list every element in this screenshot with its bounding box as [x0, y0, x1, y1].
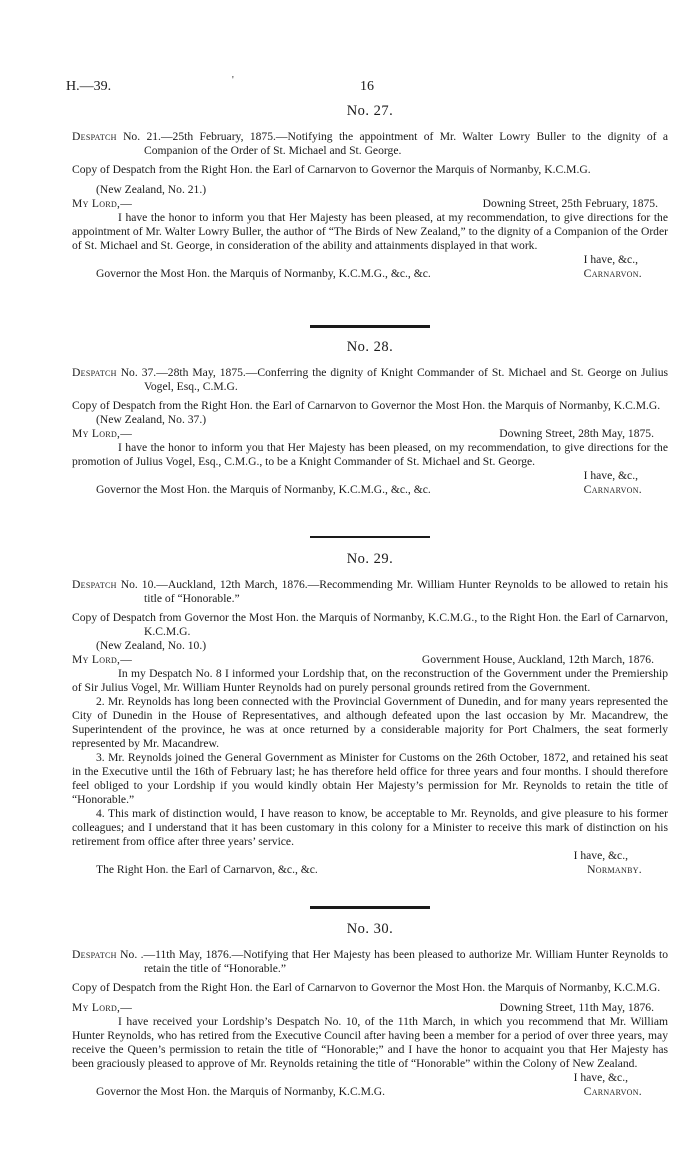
salutation-row — [72, 653, 668, 667]
salutation: My Lord,— — [72, 1001, 133, 1014]
document-code: H.—39. — [66, 79, 112, 94]
salutation: My Lord,— — [72, 653, 133, 666]
series-ref: (New Zealand, No. 37.) — [96, 413, 207, 426]
signature-row — [72, 863, 668, 877]
closing: I have, &c., — [573, 1071, 628, 1084]
signature: Carnarvon. — [583, 483, 642, 496]
despatch-label: Despatch — [72, 578, 117, 591]
section-number: No. 29. — [346, 551, 394, 567]
despatch-label: Despatch — [72, 948, 117, 961]
section-27 — [72, 104, 668, 281]
despatch-summary — [72, 578, 668, 606]
despatch-summary — [72, 948, 668, 976]
place-date: Downing Street, 28th May, 1875. — [499, 427, 654, 440]
section-number: No. 28. — [346, 339, 394, 355]
closing: I have, &c., — [583, 253, 638, 266]
signature: Carnarvon. — [583, 267, 642, 280]
letter-body: In my Despatch No. 8 I informed your Lordship that, on the reconstruction of the Government under the Premiership of Sir Julius Vogel, Mr. William Hunter Reynolds had on purely personal grounds retired from the Government. — [72, 667, 668, 694]
addressee: The Right Hon. the Earl of Carnarvon, &c., &c. — [96, 863, 318, 876]
letter-body: I have received your Lordship’s Despatch No. 10, of the 11th March, in which you recommend that Mr. William Hunter Reynolds, who has retired from the Executive Council after having been a member for a period of over three years, may receive the Queen’s permission to retain the title of “Honorable;” and I have the honor to acquaint you that Her Majesty has been graciously pleased to approve of Mr. Reynolds retaining the title of “Honorable” within the Colony of New Zealand. — [72, 1015, 668, 1070]
page-number: 16 — [360, 79, 374, 94]
letter-body: I have the honor to inform you that Her Majesty has been pleased, at my recommendation, to give directions for the appointment of Mr. Walter Lowry Buller, the author of “The Birds of New Zealand,” to the dignity of a Companion of the Order of St. Michael and St. George, in consideration of the ability and attainments displayed in that work. — [72, 211, 668, 252]
despatch-text: No. .—11th May, 1876.—Notifying that Her Majesty has been pleased to authorize Mr. William Hunter Reynolds to retain the title of “Honorable.” — [120, 948, 668, 975]
section-28 — [72, 340, 668, 497]
despatch-summary — [72, 366, 668, 394]
copy-line: Copy of Despatch from Governor the Most Hon. the Marquis of Normanby, K.C.M.G., to the Right Hon. the Earl of Carnarvon, K.C.M.G. — [72, 611, 668, 638]
letter-body: I have the honor to inform you that Her Majesty has been pleased, on my recommendation, to give directions for the promotion of Julius Vogel, Esq., C.M.G., to be a Knight Commander of St. Michael and St. George. — [72, 441, 668, 468]
section-divider — [310, 325, 430, 328]
document-page — [66, 0, 669, 1169]
section-30 — [72, 922, 668, 1099]
copy-line: Copy of Despatch from the Right Hon. the Earl of Carnarvon to Governor the Most Hon. the Marquis of Normanby, K.C.M.G. — [72, 981, 661, 994]
copy-line: Copy of Despatch from the Right Hon. the Earl of Carnarvon to Governor the Marquis of Normanby, K.C.M.G. — [72, 163, 591, 176]
paragraph-4: 4. This mark of distinction would, I have reason to know, be acceptable to Mr. Reynolds, and give pleasure to his former colleagues; and I understand that it has been customary in this colony for a Minister to receive this mark of distinction on his retirement from office after three years’ service. — [72, 807, 668, 848]
series-ref: (New Zealand, No. 21.) — [96, 183, 207, 196]
place-date: Downing Street, 25th February, 1875. — [482, 197, 658, 210]
despatch-label: Despatch — [72, 366, 117, 379]
closing: I have, &c., — [573, 849, 628, 862]
signature-row — [72, 1085, 668, 1099]
salutation-row — [72, 1001, 668, 1015]
print-mark: ' — [232, 75, 234, 86]
paragraph-3: 3. Mr. Reynolds joined the General Government as Minister for Customs on the 26th October, 1872, and retained his seat in the Executive until the 16th of February last; he has therefore held office for three years and four months. I should therefore feel obliged to your Lordship if you would kindly obtain Her Majesty’s permission for Mr. Reynolds to retain the title of “Honorable.” — [72, 751, 668, 806]
despatch-text: No. 21.—25th February, 1875.—Notifying the appointment of Mr. Walter Lowry Buller to the dignity of a Companion of the Order of St. Michael and St. George. — [123, 130, 668, 157]
despatch-text: No. 37.—28th May, 1875.—Conferring the dignity of Knight Commander of St. Michael and St. George on Julius Vogel, Esq., C.M.G. — [120, 366, 669, 393]
addressee: Governor the Most Hon. the Marquis of Normanby, K.C.M.G., &c., &c. — [96, 483, 431, 496]
addressee: Governor the Most Hon. the Marquis of Normanby, K.C.M.G., &c., &c. — [96, 267, 431, 280]
section-divider — [310, 906, 430, 909]
section-divider — [310, 536, 430, 538]
despatch-summary — [72, 130, 668, 158]
paragraph-2: 2. Mr. Reynolds has long been connected with the Provincial Government of Dunedin, and for many years represented the City of Dunedin in the House of Representatives, and although defeated upon the last occasion by Mr. Macandrew, the Superintendent of the province, he was at once returned by a considerable majority for Port Chalmers, the seat formerly represented by Mr. Macandrew. — [72, 695, 668, 750]
salutation: My Lord,— — [72, 197, 133, 210]
signature-row — [72, 483, 668, 497]
signature-row — [72, 267, 668, 281]
signature: Carnarvon. — [583, 1085, 642, 1098]
section-29 — [72, 552, 668, 877]
despatch-text: No. 10.—Auckland, 12th March, 1876.—Recommending Mr. William Hunter Reynolds to be allowed to retain his title of “Honorable.” — [120, 578, 668, 605]
addressee: Governor the Most Hon. the Marquis of Normanby, K.C.M.G. — [96, 1085, 386, 1098]
salutation-row — [72, 427, 668, 441]
place-date: Downing Street, 11th May, 1876. — [499, 1001, 654, 1014]
salutation-row — [72, 197, 668, 211]
closing: I have, &c., — [583, 469, 638, 482]
section-number: No. 27. — [346, 103, 394, 119]
place-date: Government House, Auckland, 12th March, 1876. — [421, 653, 654, 666]
salutation: My Lord,— — [72, 427, 133, 440]
section-number: No. 30. — [346, 921, 394, 937]
signature: Normanby. — [587, 863, 642, 876]
copy-line: Copy of Despatch from the Right Hon. the Earl of Carnarvon to Governor the Most Hon. the Marquis of Normanby, K.C.M.G. — [72, 399, 661, 412]
series-ref: (New Zealand, No. 10.) — [96, 639, 207, 652]
despatch-label: Despatch — [72, 130, 117, 143]
